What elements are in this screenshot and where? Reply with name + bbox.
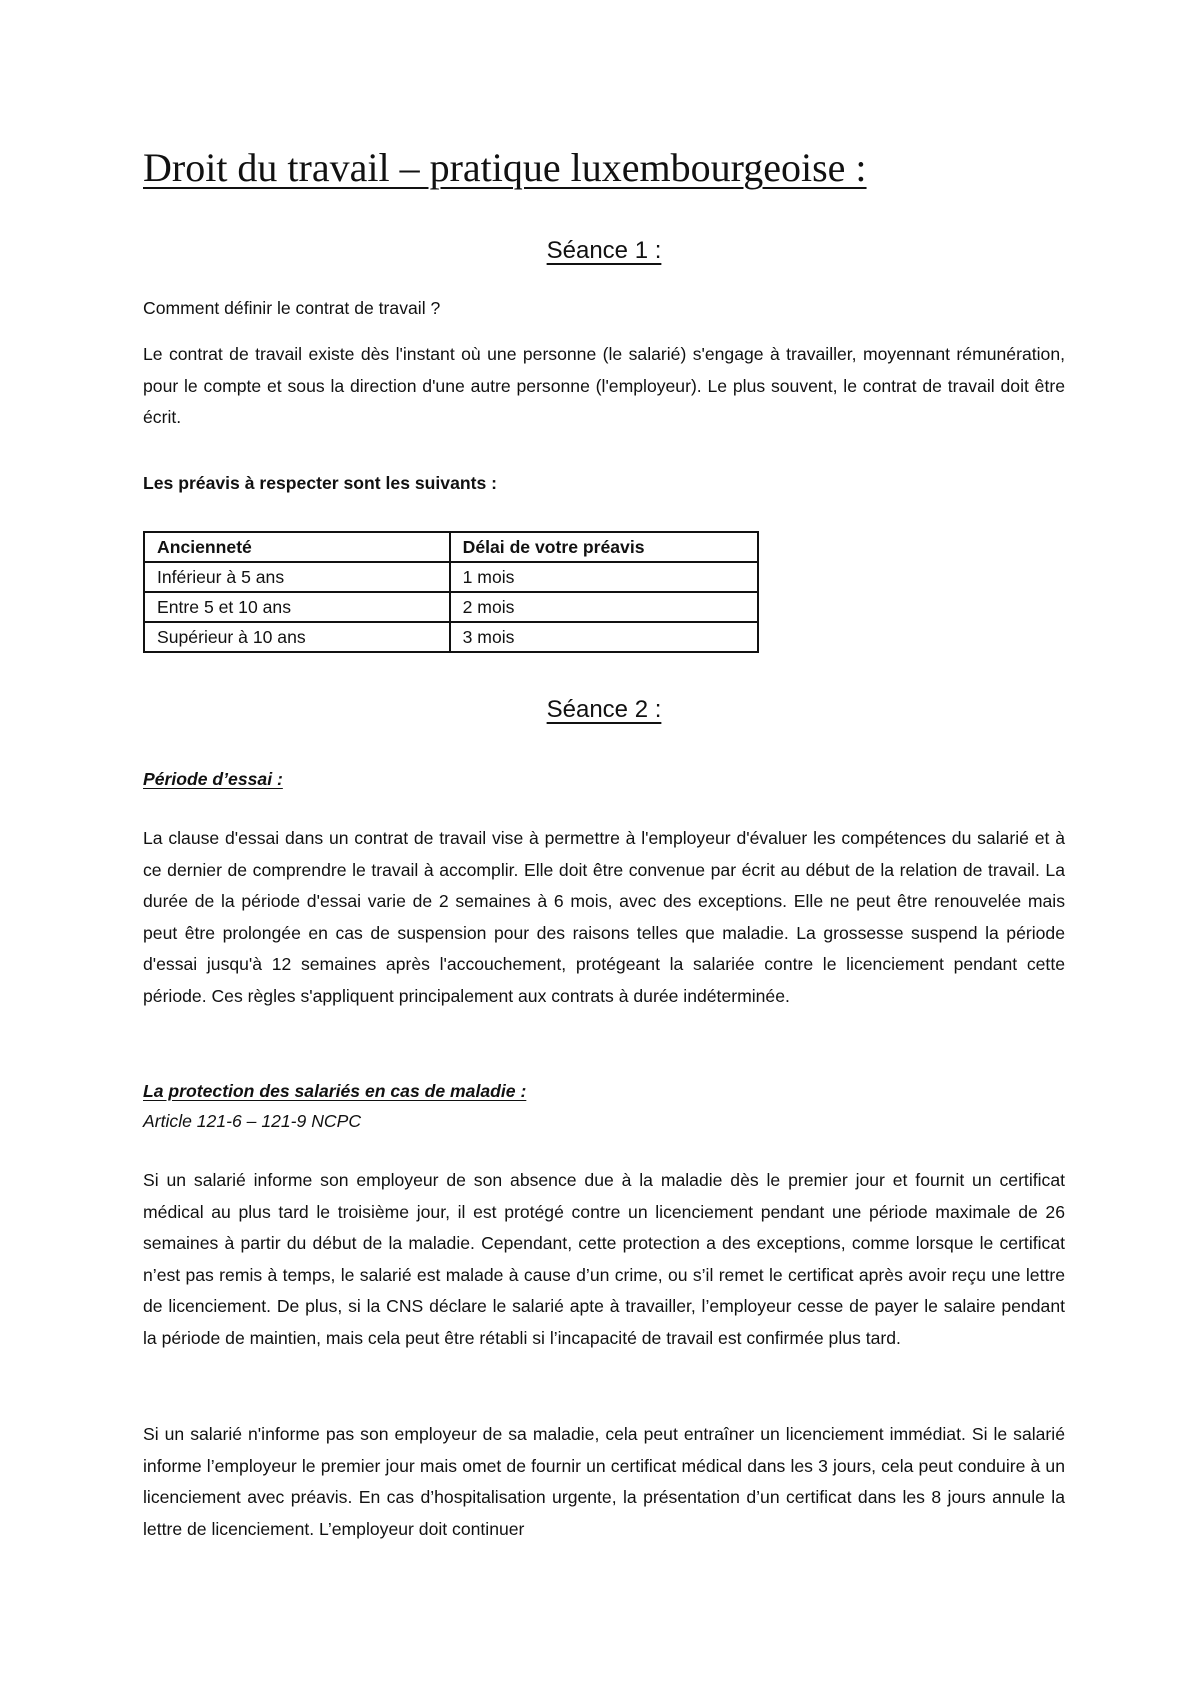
table-row xyxy=(144,562,758,592)
maladie-paragraph-1: Si un salarié informe son employeur de son absence due à la maladie dès le premier jour et fournit un certificat médical au plus tard le troisième jour, il est protégé contre un licenciement pendant une période maximale de 26 semaines à partir du début de la maladie. Cependant, cette protection a des exceptions, comme lorsque le certificat n’est pas remis à temps, le salarié est malade à cause d’un crime, ou s’il remet le certificat après avoir reçu une lettre de licenciement. De plus, si la CNS déclare le salarié apte à travailler, l’employeur cesse de payer le salaire pendant la période de maintien, mais cela peut être rétabli si l’incapacité de travail est confirmée plus tard. xyxy=(143,1170,1065,1348)
table-cell: 2 mois xyxy=(450,592,758,622)
preavis-table xyxy=(143,531,759,653)
table-cell: Entre 5 et 10 ans xyxy=(144,592,450,622)
table-header-cell: Délai de votre préavis xyxy=(450,532,758,562)
table-header-cell: Ancienneté xyxy=(144,532,450,562)
seance-1-heading: Séance 1 : xyxy=(546,237,662,264)
document-title: Droit du travail – pratique luxembourgeoise : xyxy=(143,145,867,190)
maladie-paragraph-2: Si un salarié n'informe pas son employeur de sa maladie, cela peut entraîner un licenciement immédiat. Si le salarié informe l’employeur le premier jour mais omet de fournir un certificat médical dans les 3 jours, cela peut conduire à un licenciement avec préavis. En cas d’hospitalisation urgente, la présentation d’un certificat dans les 8 jours annule la lettre de licenciement. L’employeur doit continuer xyxy=(143,1424,1065,1539)
maladie-heading: La protection des salariés en cas de maladie : xyxy=(143,1081,527,1101)
question-line: Comment définir le contrat de travail ? xyxy=(143,298,441,318)
definition-paragraph: Le contrat de travail existe dès l'instant où une personne (le salarié) s'engage à travailler, moyennant rémunération, pour le compte et sous la direction d'une autre personne (l'employeur). Le plus souvent, le contrat de travail doit être écrit. xyxy=(143,344,1065,427)
table-cell: 1 mois xyxy=(450,562,758,592)
document-page xyxy=(143,0,1065,1696)
article-reference: Article 121-6 – 121-9 NCPC xyxy=(143,1111,362,1131)
table-cell: Supérieur à 10 ans xyxy=(144,622,450,652)
seance-2-heading: Séance 2 : xyxy=(546,696,662,723)
table-header-row xyxy=(144,532,758,562)
periode-essai-paragraph: La clause d'essai dans un contrat de travail vise à permettre à l'employeur d'évaluer les compétences du salarié et à ce dernier de comprendre le travail à accomplir. Elle doit être convenue par écrit au début de la relation de travail. La durée de la période d'essai varie de 2 semaines à 6 mois, avec des exceptions. Elle ne peut être renouvelée mais peut être prolongée en cas de suspension pour des raisons telles que maladie. La grossesse suspend la période d'essai jusqu'à 12 semaines après l'accouchement, protégeant la salariée contre le licenciement pendant cette période. Ces règles s'appliquent principalement aux contrats à durée indéterminée. xyxy=(143,828,1065,1006)
table-cell: Inférieur à 5 ans xyxy=(144,562,450,592)
table-row xyxy=(144,592,758,622)
table-cell: 3 mois xyxy=(450,622,758,652)
table-row xyxy=(144,622,758,652)
periode-essai-heading: Période d’essai : xyxy=(143,769,283,789)
preavis-intro: Les préavis à respecter sont les suivants : xyxy=(143,473,497,493)
